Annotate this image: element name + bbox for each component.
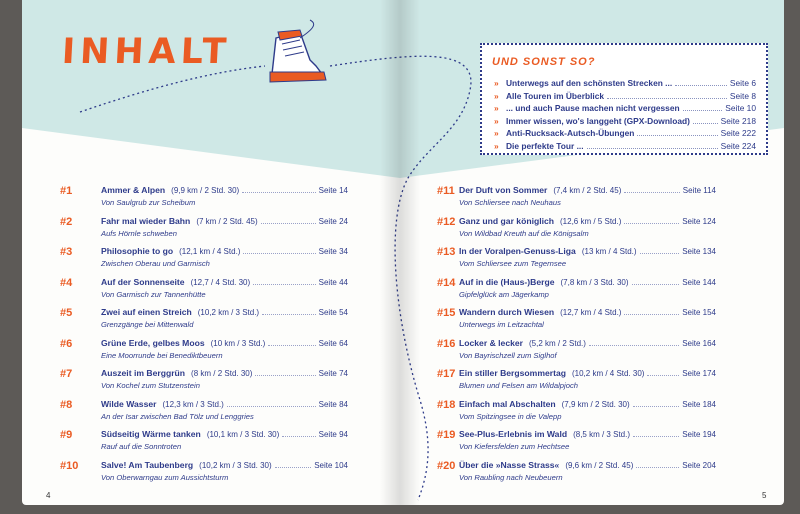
dot-leader [624,308,679,315]
toc-entry[interactable] [437,185,716,215]
toc-entry-line [459,460,716,470]
tour-meta: (7,8 km / 3 Std. 30) [560,277,629,287]
tour-meta: (10,2 km / 4 Std. 30) [571,369,645,378]
double-arrow-icon: » [494,140,499,151]
tour-meta: (7,9 km / 2 Std. 30) [561,399,630,409]
toc-entry-line [459,368,716,378]
tour-meta: (7,4 km / 2 Std. 45) [553,186,622,195]
tour-meta: (10,2 km / 3 Std.) [197,308,260,317]
tour-number: #19 [437,429,456,441]
info-box-item-page: Seite 222 [720,128,756,139]
toc-entry-line [101,185,348,195]
dot-leader [675,79,727,86]
double-arrow-icon: » [494,90,499,101]
tour-subtitle: Von Saulgrub zur Scheibum [101,198,196,207]
toc-entry-line [459,277,716,287]
tour-subtitle: Von Raubling nach Neubeuern [459,472,563,482]
toc-entry[interactable] [437,216,716,246]
info-box-item-page: Seite 8 [729,90,756,101]
tour-title: Ammer & Alpen [101,185,166,195]
dot-leader [624,217,679,224]
info-box-item [494,103,756,116]
tour-number: #20 [437,459,456,472]
toc-entry-line [459,307,716,317]
tour-title: Der Duft von Sommer [459,185,548,195]
double-arrow-icon: » [494,78,499,88]
toc-entry-line [101,338,348,348]
tour-page: Seite 134 [682,247,716,256]
toc-entry[interactable] [60,216,348,246]
tour-number: #13 [437,246,456,258]
toc-entry-line [101,460,348,470]
double-arrow-icon: » [494,128,499,139]
toc-entry-line [101,399,348,409]
tour-number: #4 [60,276,73,289]
tour-number: #18 [437,398,456,411]
tour-subtitle: Vom Spitzingsee in die Valepp [459,411,562,421]
tour-page: Seite 124 [682,216,716,226]
tour-meta: (13 km / 4 Std.) [581,247,637,256]
dot-leader [589,339,679,346]
info-box-heading: UND SONST SO? [492,56,596,68]
toc-entry[interactable] [60,307,348,337]
dot-leader [587,142,718,149]
toc-entry-line [101,307,348,317]
tour-page: Seite 184 [682,399,716,409]
tour-subtitle: Von Schliersee nach Neuhaus [459,198,561,207]
double-arrow-icon: » [494,103,499,114]
tour-meta: (9,6 km / 2 Std. 45) [565,460,634,470]
toc-entry-line [459,216,716,226]
dot-leader [268,339,315,346]
info-box-item [494,116,756,129]
tour-title: Auf der Sonnenseite [101,276,185,287]
dot-leader [227,400,316,407]
toc-entry[interactable] [60,246,348,276]
dot-leader [633,400,680,407]
tour-page: Seite 54 [318,308,348,317]
tour-title: Südseitig Wärme tanken [101,429,201,439]
page-number-left: 4 [46,491,51,500]
tour-title: Ganz und gar königlich [459,215,555,226]
tour-page: Seite 14 [318,186,348,195]
tour-title: Auf in die (Haus-)Berge [459,276,555,287]
tour-page: Seite 204 [682,460,716,470]
tour-subtitle: Eine Moorrunde bei Benediktbeuern [101,350,223,360]
toc-entry[interactable] [437,338,716,368]
tour-page: Seite 24 [318,216,348,226]
toc-entry[interactable] [60,277,348,307]
tour-number: #10 [60,459,79,472]
tour-number: #3 [60,246,73,258]
tour-meta: (12,3 km / 3 Std.) [162,399,224,409]
dot-leader [243,247,315,254]
toc-entry[interactable] [437,399,716,429]
dot-leader [647,369,679,376]
dot-leader [640,247,680,254]
tour-subtitle: Zwischen Oberau und Garmisch [101,259,210,268]
tour-number: #14 [437,276,456,289]
tour-number: #5 [60,307,73,319]
info-box-item-page: Seite 6 [729,78,756,88]
tour-meta: (12,6 km / 5 Std.) [560,216,622,226]
tour-title: Ein stiller Bergsommertag [459,368,566,378]
info-box-list [494,78,756,154]
toc-entry[interactable] [437,429,716,459]
tour-title: Fahr mal wieder Bahn [101,215,191,226]
tour-number: #15 [437,307,456,319]
tour-subtitle: Aufs Hörnle schweben [101,228,177,238]
toc-entry-line [101,246,348,256]
info-box-item-page: Seite 224 [720,140,756,151]
info-box-item-page: Seite 218 [720,115,756,126]
toc-entry-line [101,429,348,439]
info-box-item-label: Anti-Rucksack-Autsch-Übungen [506,128,635,139]
tour-subtitle: Grenzgänge bei Mittenwald [101,320,194,329]
page-number-right: 5 [762,491,767,500]
tour-page: Seite 104 [314,460,348,470]
tour-meta: (12,7 / 4 Std. 30) [190,277,251,287]
tour-meta: (12,1 km / 4 Std.) [179,247,241,256]
tour-title: Über die »Nasse Strass« [459,459,560,470]
tour-page: Seite 84 [318,399,348,409]
double-arrow-icon: » [494,115,499,126]
tour-subtitle: Von Bayrischzell zum Siglhof [459,350,557,360]
tour-number: #12 [437,215,456,228]
tour-number: #8 [60,398,73,411]
toc-entry[interactable] [437,277,716,307]
toc-entry[interactable] [437,307,716,337]
tour-subtitle: Von Wildbad Kreuth auf die Königsalm [459,228,589,238]
info-box-item-label: Die perfekte Tour ... [506,140,584,151]
tour-page: Seite 94 [318,430,348,439]
tour-title: Auszeit im Berggrün [101,368,186,378]
info-box-item [494,128,756,141]
toc-entry[interactable] [60,429,348,459]
tour-meta: (7 km / 2 Std. 45) [196,216,258,226]
tour-number: #2 [60,215,73,228]
tour-meta: (8,5 km / 3 Std.) [573,430,630,439]
toc-entry[interactable] [60,338,348,368]
toc-entry[interactable] [437,246,716,276]
tour-number: #16 [437,337,456,350]
info-box-item-page: Seite 10 [725,103,756,114]
tour-meta: (10 km / 3 Std.) [210,338,266,348]
toc-entry-line [459,399,716,409]
tour-subtitle: Von Kochel zum Stutzenstein [101,381,200,390]
info-box-item [494,141,756,154]
info-box-item [494,91,756,104]
tour-title: Salve! Am Taubenberg [101,459,194,470]
dot-leader [637,129,717,136]
tour-number: #7 [60,368,73,380]
dot-leader [255,369,315,376]
toc-entry[interactable] [60,399,348,429]
tour-subtitle: Von Oberwarngau zum Aussichtsturm [101,472,229,482]
tour-page: Seite 64 [318,338,348,348]
dot-leader [632,278,680,285]
tour-page: Seite 174 [682,369,716,378]
tour-title: Philosophie to go [101,246,174,256]
toc-entry-line [101,216,348,226]
toc-entry-line [459,246,716,256]
tour-page: Seite 34 [318,247,348,256]
dot-leader [253,278,315,285]
toc-entry-line [101,277,348,287]
tour-number: #1 [60,185,73,197]
dot-leader [261,217,316,224]
tour-subtitle: Unterwegs im Leitzachtal [459,320,544,329]
info-box-item-label: Unterwegs auf den schönsten Strecken ... [506,78,673,88]
tour-number: #6 [60,337,73,350]
dot-leader [607,92,727,99]
toc-entry-line [459,338,716,348]
tour-subtitle: Blumen und Felsen am Wildalpjoch [459,381,578,390]
tour-number: #17 [437,368,456,380]
tour-page: Seite 74 [318,369,348,378]
tour-meta: (8 km / 2 Std. 30) [191,369,253,378]
toc-entry[interactable] [60,368,348,398]
toc-entry[interactable] [437,368,716,398]
dot-leader [636,461,679,468]
tour-title: Locker & lecker [459,337,524,348]
tour-title: In der Voralpen-Genuss-Liga [459,246,576,256]
tour-subtitle: An der Isar zwischen Bad Tölz und Lenggries [101,411,254,421]
tour-title: See-Plus-Erlebnis im Wald [459,429,568,439]
tour-subtitle: Vom Schliersee zum Tegernsee [459,259,567,268]
tour-title: Einfach mal Abschalten [459,398,556,409]
toc-entry[interactable] [60,460,348,490]
tour-subtitle: Rauf auf die Sonntroten [101,442,182,451]
tour-number: #11 [437,185,455,197]
tour-meta: (10,2 km / 3 Std. 30) [199,460,272,470]
dot-leader [282,430,315,437]
tour-page: Seite 144 [682,277,716,287]
tour-meta: (9,9 km / 2 Std. 30) [171,186,240,195]
tour-meta: (10,1 km / 3 Std. 30) [206,430,280,439]
info-box-item-label: ... und auch Pause machen nicht vergessen [506,103,680,114]
toc-entry-line [459,429,716,439]
dot-leader [242,186,315,193]
dot-leader [693,117,718,124]
tour-subtitle: Von Garmisch zur Tannenhütte [101,289,206,299]
tour-title: Zwei auf einen Streich [101,307,192,317]
toc-entry-line [459,185,716,195]
tour-number: #9 [60,429,73,441]
tour-page: Seite 44 [318,277,348,287]
tour-meta: (12,7 km / 4 Std.) [560,308,622,317]
tour-page: Seite 194 [682,430,716,439]
dot-leader [624,186,679,193]
tour-title: Wandern durch Wiesen [459,307,555,317]
dot-leader [262,308,316,315]
tour-title: Wilde Wasser [101,398,157,409]
info-box-item [494,78,756,91]
dot-leader [633,430,679,437]
tour-page: Seite 164 [682,338,716,348]
tour-page: Seite 154 [682,308,716,317]
info-box-item-label: Alle Touren im Überblick [506,90,605,101]
toc-entry[interactable] [437,460,716,490]
toc-entry-line [101,368,348,378]
tour-page: Seite 114 [682,186,716,195]
tour-subtitle: Gipfelglück am Jägerkamp [459,289,549,299]
page-title: INHALT [60,32,233,72]
dot-leader [275,461,312,468]
dot-leader [683,104,723,111]
tour-title: Grüne Erde, gelbes Moos [101,337,205,348]
tour-meta: (5,2 km / 2 Std.) [529,338,586,348]
toc-entry[interactable] [60,185,348,215]
tour-subtitle: Von Kiefersfelden zum Hechtsee [459,442,570,451]
info-box-item-label: Immer wissen, wo's langgeht (GPX-Download) [506,115,690,126]
